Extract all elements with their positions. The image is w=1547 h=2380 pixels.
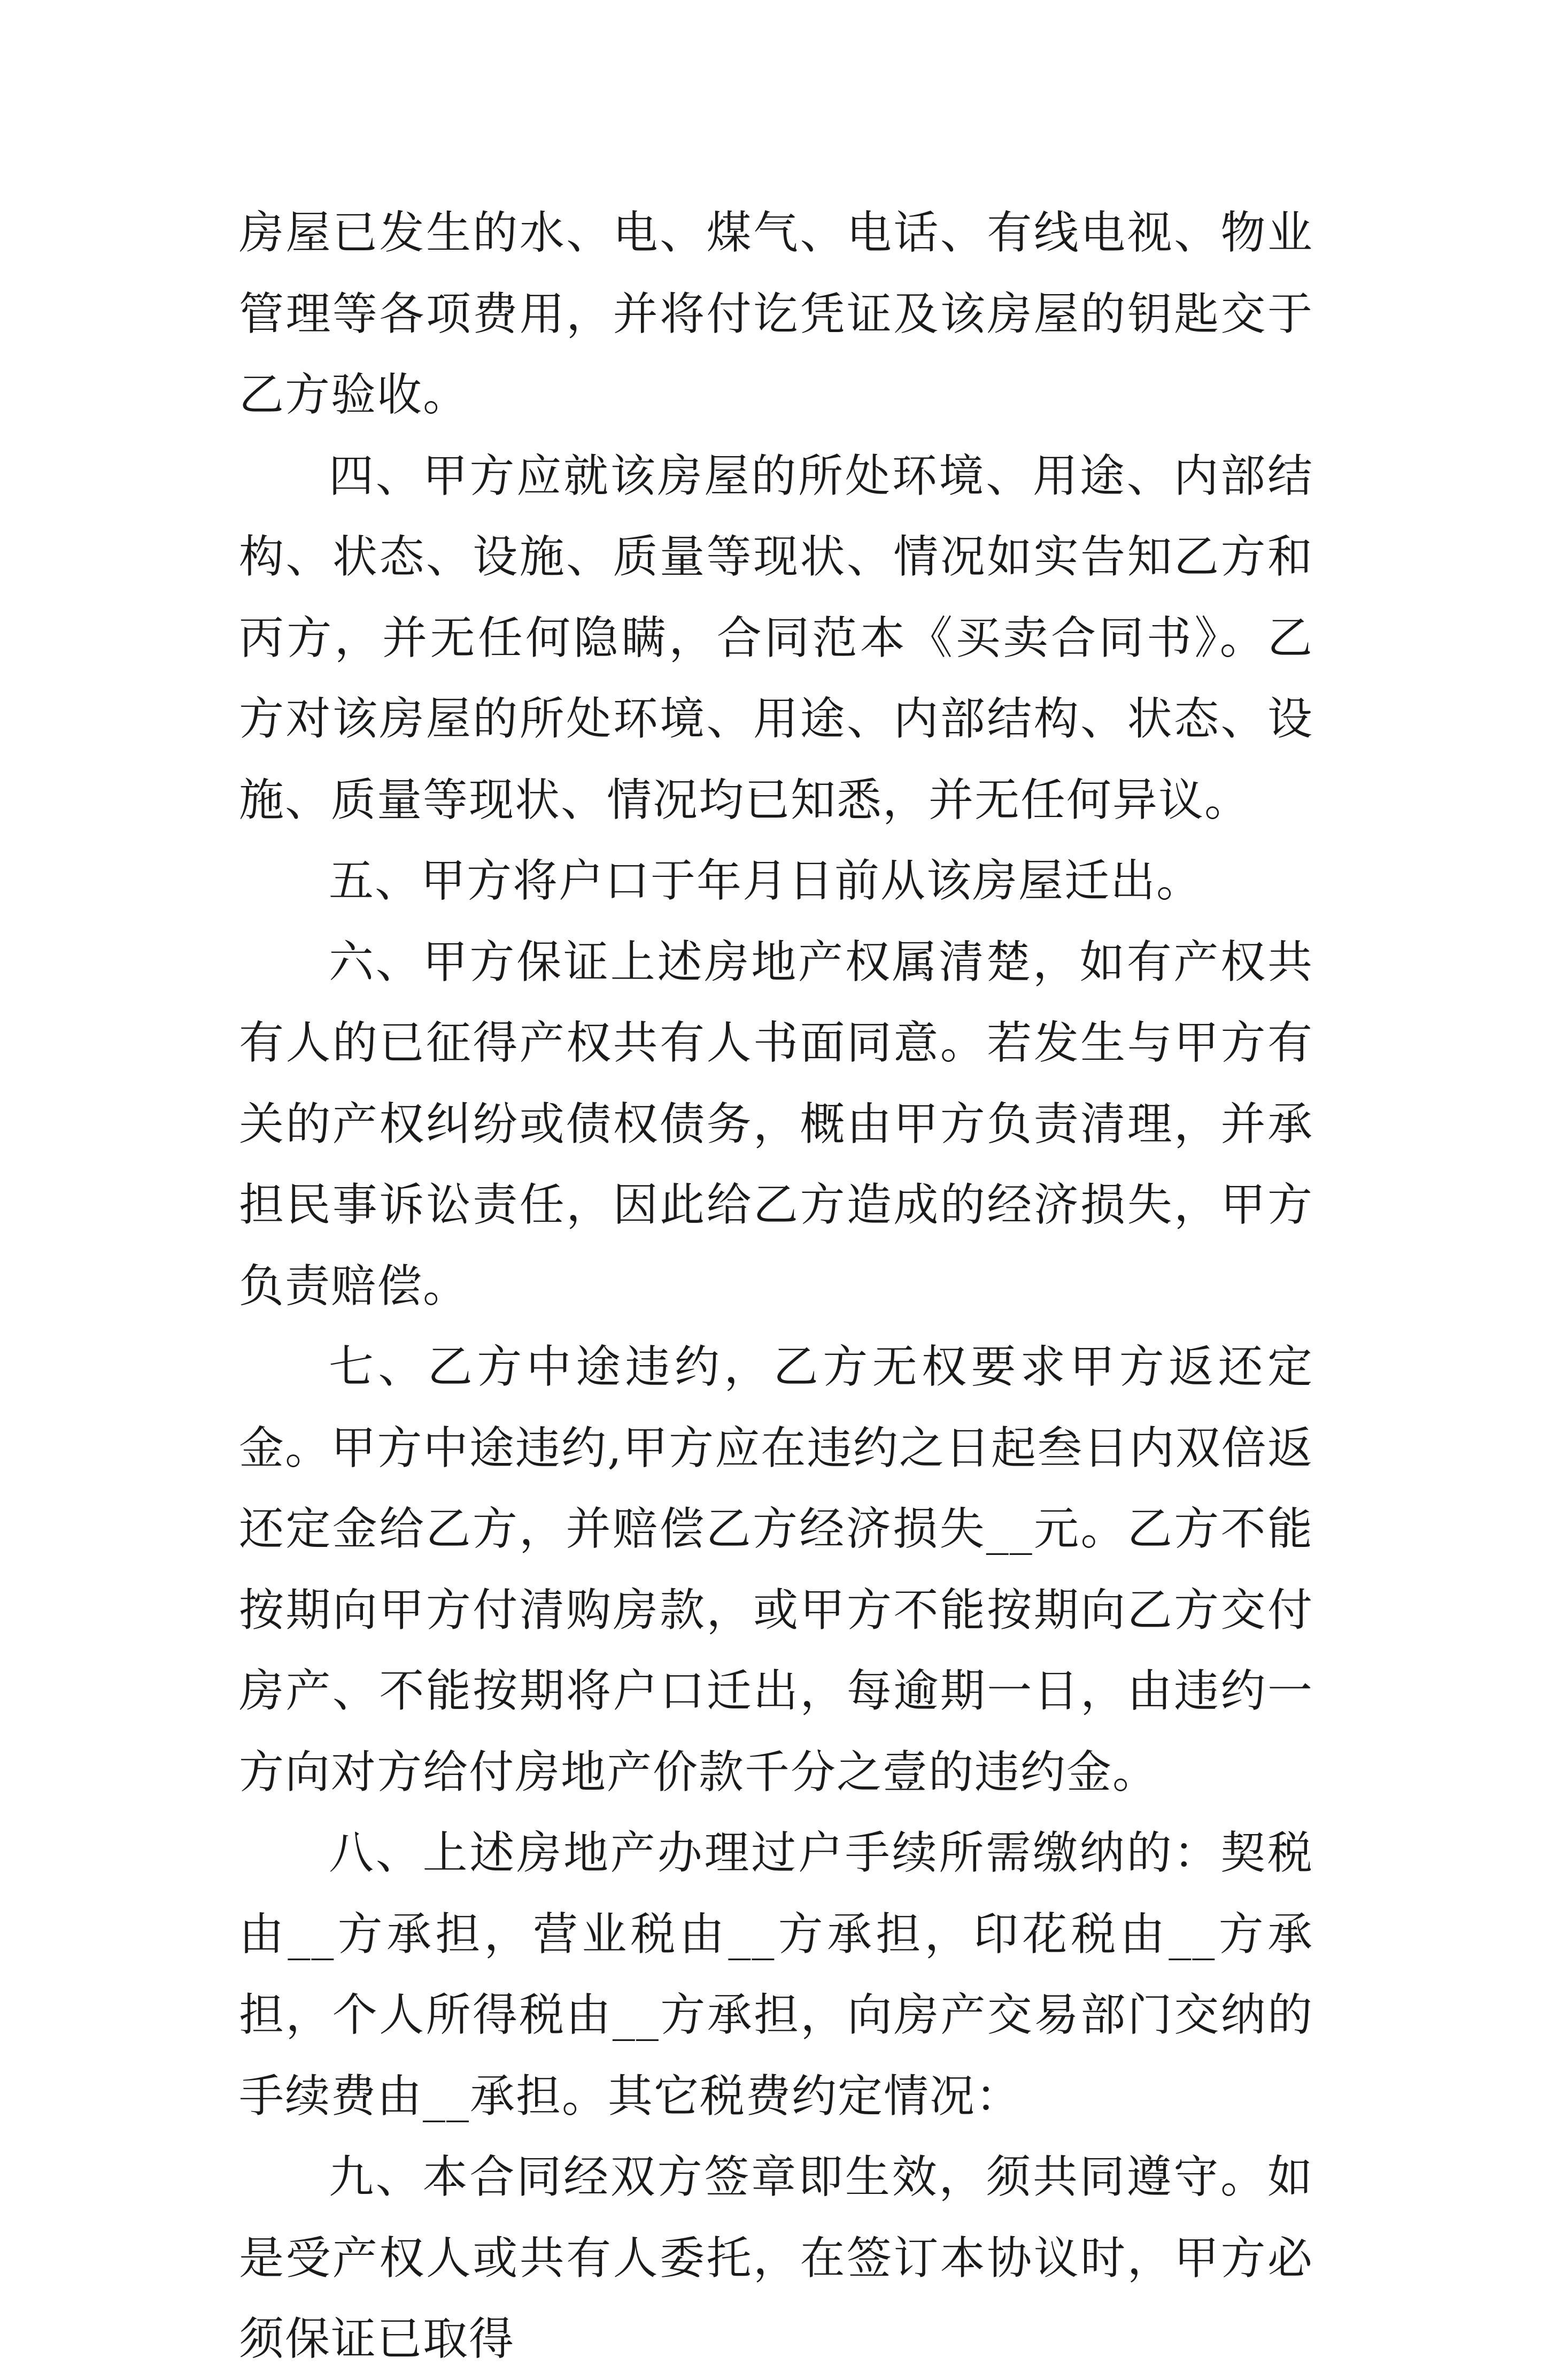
document-body [239, 192, 1313, 2380]
paragraph-clause-4: 四、甲方应就该房屋的所处环境、用途、内部结构、状态、设施、质量等现状、情况如实告知乙方和丙方，并无任何隐瞒，合同范本《买卖合同书》。乙方对该房屋的所处环境、用途、内部结构、状态、设施、质量等现状、情况均已知悉，并无任何异议。 [239, 449, 1313, 826]
paragraph-clause-9: 九、本合同经双方签章即生效，须共同遵守。如是受产权人或共有人委托，在签订本协议时，甲方必须保证已取得 [239, 2151, 1313, 2365]
paragraph-clause-6: 六、甲方保证上述房地产权属清楚，如有产权共有人的已征得产权共有人书面同意。若发生与甲方有关的产权纠纷或债权债务，概由甲方负责清理，并承担民事诉讼责任，因此给乙方造成的经济损失，甲方负责赔偿。 [239, 935, 1313, 1312]
paragraph-clause-8: 八、上述房地产办理过户手续所需缴纳的：契税由__方承担，营业税由__方承担，印花税由__方承担，个人所得税由__方承担，向房产交易部门交纳的手续费由__承担。其它税费约定情况： [239, 1827, 1313, 2122]
paragraph-fees-handover: 房屋已发生的水、电、煤气、电话、有线电视、物业管理等各项费用，并将付讫凭证及该房屋的钥匙交于乙方验收。 [239, 206, 1313, 421]
paragraph-clause-5: 五、甲方将户口于年月日前从该房屋迁出。 [329, 854, 1203, 907]
paragraph-clause-7: 七、乙方中途违约，乙方无权要求甲方返还定金。甲方中途违约,甲方应在违约之日起叁日内双倍返还定金给乙方，并赔偿乙方经济损失__元。乙方不能按期向甲方付清购房款，或甲方不能按期向乙方交付房产、不能按期将户口迁出，每逾期一日，由违约一方向对方给付房地产价款千分之壹的违约金。 [239, 1341, 1313, 1798]
